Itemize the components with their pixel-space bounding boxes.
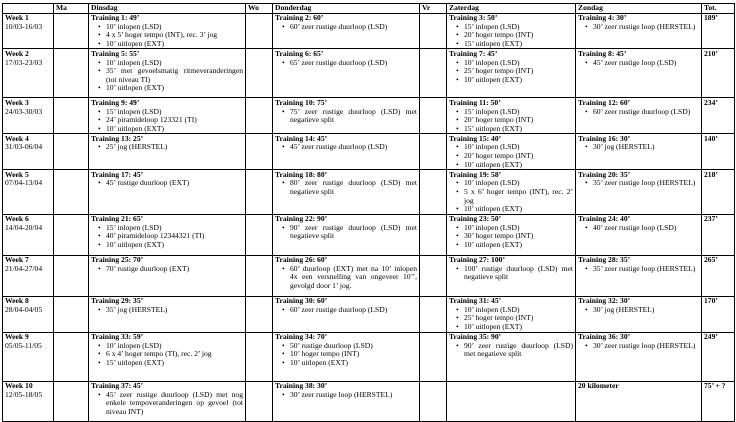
total-cell: 249’: [702, 332, 735, 381]
training-line: • 40’ zeer rustige loop (LSD): [585, 224, 699, 233]
training-line: • 45’ zeer rustige duurloop (LSD): [282, 143, 417, 152]
total-cell: 75’ + ?: [702, 381, 735, 421]
donderdag-cell: [273, 170, 420, 214]
week-dates: 12/05-18/05: [5, 389, 43, 399]
training-title: Training 22: 90’: [275, 214, 328, 224]
training-line: • 10’ uitlopen (EXT): [98, 125, 243, 134]
zondag-cell: [576, 13, 702, 49]
training-line: • 45’ zeer rustige duurloop (LSD) met nog enkele tempoveranderingen op gevoel (tot niveau INT): [98, 391, 243, 417]
week-dates: 10/03-16/03: [5, 21, 43, 31]
ma-cell: [54, 134, 89, 170]
training-line: • 30’ zeer rustige loop (HERSTEL): [282, 391, 417, 400]
header-donderdag: Donderdag: [273, 4, 420, 14]
training-lines: [275, 59, 417, 68]
training-line: • 10’ uitlopen (EXT): [456, 205, 573, 214]
training-lines: [578, 108, 699, 117]
week-row: [3, 134, 735, 170]
header-dinsdag: Dinsdag: [89, 4, 246, 14]
dinsdag-cell: [89, 49, 246, 98]
donderdag-cell: [273, 214, 420, 255]
training-line: • 35’ zeer rustige loop (HERSTEL): [585, 179, 699, 188]
training-line: • 10’ uitlopen (EXT): [98, 40, 243, 49]
donderdag-cell: [273, 255, 420, 296]
training-lines: [91, 23, 243, 49]
vr-cell: [420, 255, 447, 296]
training-title: Training 11: 50’: [449, 97, 501, 107]
header-vr: Vr: [420, 4, 447, 14]
zondag-cell: [576, 170, 702, 214]
week-cell: [3, 134, 54, 170]
training-lines: [578, 143, 699, 152]
training-title: Training 24: 40’: [578, 214, 631, 224]
zaterdag-cell: [447, 332, 576, 381]
ma-cell: [54, 13, 89, 49]
training-lines: [449, 143, 573, 169]
header-row: [3, 4, 735, 14]
training-title: Training 4: 30’: [578, 13, 627, 23]
zaterdag-cell: [447, 13, 576, 49]
vr-cell: [420, 13, 447, 49]
training-line: • 10’ uitlopen (EXT): [98, 241, 243, 250]
training-line: • 10’ inlopen (LSD): [456, 179, 573, 188]
total-cell: 234’: [702, 98, 735, 134]
ma-cell: [54, 381, 89, 421]
training-lines: [91, 342, 243, 368]
training-title: Training 19: 58’: [449, 169, 502, 179]
week-dates: 14/04-20/04: [5, 222, 43, 232]
week-row: [3, 296, 735, 332]
week-cell: [3, 98, 54, 134]
wo-cell: [246, 98, 273, 134]
training-line: • 24’ piramideloop 123321 (TI): [98, 116, 243, 125]
training-line: • 60’ zeer rustige duurloop (LSD): [585, 108, 699, 117]
week-cell: [3, 296, 54, 332]
header-week: [3, 4, 54, 14]
training-lines: [91, 143, 243, 152]
wo-cell: [246, 170, 273, 214]
training-line: • 10’ uitlopen (EXT): [456, 161, 573, 170]
week-dates: 24/03-30/03: [5, 106, 43, 116]
vr-cell: [420, 134, 447, 170]
training-title: Training 26: 60’: [275, 255, 328, 265]
training-line: • 10’ hoger tempo (INT): [282, 350, 417, 359]
training-line: • 15’ inlopen (LSD): [456, 108, 573, 117]
training-title: 20 kilometer: [578, 381, 619, 391]
dinsdag-cell: [89, 170, 246, 214]
week-cell: [3, 49, 54, 98]
training-lines: [578, 23, 699, 32]
training-line: • 90’ zeer rustige duurloop (LSD) met negatieve split: [456, 342, 573, 359]
training-line: • 60’ zeer rustige duurloop (LSD): [282, 23, 417, 32]
ma-cell: [54, 170, 89, 214]
training-title: Training 18: 80’: [275, 169, 328, 179]
header-ma: Ma: [54, 4, 89, 14]
training-line: • 30’ jog (HERSTEL): [585, 143, 699, 152]
training-lines: [275, 224, 417, 241]
training-title: Training 27: 100’: [449, 255, 505, 265]
total-cell: 189’: [702, 13, 735, 49]
week-row: [3, 170, 735, 214]
training-lines: [275, 143, 417, 152]
training-line: • 30’ zeer rustige loop (HERSTEL): [585, 342, 699, 351]
training-title: Training 17: 45’: [91, 169, 144, 179]
zondag-cell: [576, 214, 702, 255]
training-lines: [275, 391, 417, 400]
training-title: Training 38: 30’: [275, 381, 328, 391]
zondag-cell: [576, 134, 702, 170]
training-title: Training 37: 45’: [91, 381, 144, 391]
training-title: Training 2: 60’: [275, 13, 324, 23]
week-label: Week 1: [5, 13, 29, 23]
ma-cell: [54, 98, 89, 134]
vr-cell: [420, 381, 447, 421]
training-title: Training 12: 60’: [578, 97, 631, 107]
training-line: • 35’ jog (HERSTEL): [98, 306, 243, 315]
training-line: • 70’ rustige duurloop (EXT): [98, 265, 243, 274]
training-lines: [275, 108, 417, 125]
week-label: Week 9: [5, 332, 29, 342]
training-lines: [275, 342, 417, 368]
training-line: • 25’ hoger tempo (INT): [456, 67, 573, 76]
zaterdag-cell: [447, 255, 576, 296]
week-row: [3, 49, 735, 98]
training-line: • 30’ hoger tempo (INT): [456, 232, 573, 241]
training-line: • 15’ uitlopen (EXT): [98, 359, 243, 368]
training-line: • 30’ jog (HERSTEL): [585, 306, 699, 315]
week-cell: [3, 214, 54, 255]
week-cell: [3, 170, 54, 214]
training-line: • 10’ inlopen (LSD): [456, 224, 573, 233]
week-dates: 21/04-27/04: [5, 263, 43, 273]
wo-cell: [246, 13, 273, 49]
total-cell: 265’: [702, 255, 735, 296]
training-lines: [91, 59, 243, 93]
training-line: • 10’ uitlopen (EXT): [456, 323, 573, 332]
weeks-body: [3, 13, 735, 421]
week-dates: 28/04-04/05: [5, 304, 43, 314]
training-line: • 25’ jog (HERSTEL): [98, 143, 243, 152]
training-line: • 20’ hoger tempo (INT): [456, 31, 573, 40]
training-line: • 10’ inlopen (LSD): [456, 143, 573, 152]
wo-cell: [246, 296, 273, 332]
zaterdag-cell: [447, 381, 576, 421]
dinsdag-cell: [89, 381, 246, 421]
week-label: Week 7: [5, 255, 29, 265]
week-dates: 07/04-13/04: [5, 178, 43, 188]
vr-cell: [420, 98, 447, 134]
training-line: • 10’ inlopen (LSD): [456, 306, 573, 315]
training-line: • 10’ uitlopen (EXT): [456, 241, 573, 250]
training-lines: [449, 179, 573, 213]
training-lines: [578, 179, 699, 188]
vr-cell: [420, 170, 447, 214]
training-lines: [578, 59, 699, 68]
training-line: • 15’ inlopen (LSD): [456, 23, 573, 32]
ma-cell: [54, 214, 89, 255]
donderdag-cell: [273, 381, 420, 421]
total-cell: 170’: [702, 296, 735, 332]
training-line: • 30’ zeer rustige loop (HERSTEL): [585, 23, 699, 32]
training-lines: [578, 306, 699, 315]
training-line: • 35’ met gevoelsmatig ritmeveranderingen (tot niveau TI): [98, 67, 243, 84]
training-lines: [275, 265, 417, 291]
training-line: • 35’ zeer rustige loop (HERSTEL): [585, 265, 699, 274]
training-lines: [449, 306, 573, 332]
training-line: • 4 x 5’ hoger tempo (INT), rec. 3’ jog: [98, 31, 243, 40]
training-line: • 10’ inlopen (LSD): [456, 59, 573, 68]
training-title: Training 20: 35’: [578, 169, 631, 179]
training-lines: [91, 108, 243, 134]
header-tot: Tot.: [702, 4, 735, 14]
training-title: Training 36: 30’: [578, 332, 631, 342]
donderdag-cell: [273, 13, 420, 49]
zaterdag-cell: [447, 214, 576, 255]
training-lines: [449, 108, 573, 134]
training-line: • 20’ hoger tempo (INT): [456, 152, 573, 161]
training-line: • 20’ hoger tempo (INT): [456, 116, 573, 125]
training-lines: [275, 306, 417, 315]
training-title: Training 10: 75’: [275, 97, 328, 107]
donderdag-cell: [273, 49, 420, 98]
training-title: Training 16: 30’: [578, 133, 631, 143]
training-line: • 15’ uitlopen (EXT): [456, 125, 573, 134]
training-lines: [578, 265, 699, 274]
week-label: Week 5: [5, 169, 29, 179]
dinsdag-cell: [89, 98, 246, 134]
training-lines: [449, 342, 573, 359]
week-cell: [3, 381, 54, 421]
wo-cell: [246, 381, 273, 421]
wo-cell: [246, 134, 273, 170]
training-line: • 5 x 6’ hoger tempo (INT), rec. 2’ jog: [456, 188, 573, 205]
week-label: Week 2: [5, 48, 29, 58]
week-cell: [3, 13, 54, 49]
training-title: Training 29: 35’: [91, 296, 144, 306]
dinsdag-cell: [89, 13, 246, 49]
week-label: Week 4: [5, 133, 29, 143]
training-lines: [91, 306, 243, 315]
wo-cell: [246, 214, 273, 255]
week-row: [3, 255, 735, 296]
training-lines: [449, 224, 573, 250]
week-dates: 17/03-23/03: [5, 57, 43, 67]
ma-cell: [54, 255, 89, 296]
training-line: • 10’ inlopen (LSD): [98, 59, 243, 68]
zondag-cell: [576, 332, 702, 381]
zondag-cell: [576, 255, 702, 296]
week-row: [3, 98, 735, 134]
donderdag-cell: [273, 98, 420, 134]
wo-cell: [246, 49, 273, 98]
week-row: [3, 381, 735, 421]
total-cell: 218’: [702, 170, 735, 214]
training-title: Training 31: 45’: [449, 296, 502, 306]
week-label: Week 6: [5, 214, 29, 224]
wo-cell: [246, 255, 273, 296]
header-zondag: Zondag: [576, 4, 702, 14]
training-line: • 100’ rustige duurloop (LSD) met negatieve split: [456, 265, 573, 282]
training-lines: [91, 265, 243, 274]
training-line: • 15’ inlopen (LSD): [98, 224, 243, 233]
week-dates: 05/05-11/05: [5, 340, 42, 350]
zondag-cell: [576, 296, 702, 332]
training-title: Training 30: 60’: [275, 296, 328, 306]
training-title: Training 28: 35’: [578, 255, 631, 265]
vr-cell: [420, 214, 447, 255]
dinsdag-cell: [89, 134, 246, 170]
training-line: • 15’ uitlopen (EXT): [456, 40, 573, 49]
training-line: • 65’ zeer rustige duurloop (LSD): [282, 59, 417, 68]
training-title: Training 23: 50’: [449, 214, 502, 224]
ma-cell: [54, 296, 89, 332]
training-line: • 10’ uitlopen (EXT): [456, 76, 573, 85]
week-cell: [3, 332, 54, 381]
week-dates: 31/03-06/04: [5, 142, 43, 152]
dinsdag-cell: [89, 214, 246, 255]
training-lines: [91, 391, 243, 417]
week-row: [3, 214, 735, 255]
zondag-cell: [576, 49, 702, 98]
training-lines: [578, 342, 699, 351]
header-zaterdag: Zaterdag: [447, 4, 576, 14]
donderdag-cell: [273, 332, 420, 381]
training-lines: [449, 59, 573, 85]
ma-cell: [54, 332, 89, 381]
training-title: Training 7: 45’: [449, 48, 498, 58]
training-title: Training 9: 49’: [91, 97, 140, 107]
donderdag-cell: [273, 296, 420, 332]
training-line: • 25’ hoger tempo (INT): [456, 314, 573, 323]
training-lines: [275, 179, 417, 196]
training-line: • 50’ rustige duurloop (LSD): [282, 342, 417, 351]
week-row: [3, 13, 735, 49]
wo-cell: [246, 332, 273, 381]
training-title: Training 32: 30’: [578, 296, 631, 306]
training-title: Training 6: 65’: [275, 48, 324, 58]
header-wo: Wo: [246, 4, 273, 14]
training-line: • 90’ zeer rustige duurloop (LSD) met negatieve split: [282, 224, 417, 241]
training-title: Training 33: 59’: [91, 332, 144, 342]
training-line: • 45’ zeer rustige loop (LSD): [585, 59, 699, 68]
training-line: • 6 x 4’ hoger tempo (TI), rec. 2’ jog: [98, 350, 243, 359]
week-label: Week 10: [5, 381, 33, 391]
ma-cell: [54, 49, 89, 98]
training-schedule-table: [2, 3, 735, 422]
training-title: Training 25: 70’: [91, 255, 144, 265]
training-title: Training 21: 65’: [91, 214, 144, 224]
dinsdag-cell: [89, 255, 246, 296]
zaterdag-cell: [447, 170, 576, 214]
training-line: • 10’ uitlopen (EXT): [98, 84, 243, 93]
week-row: [3, 332, 735, 381]
training-title: Training 5: 55’: [91, 48, 140, 58]
training-line: • 60’ zeer rustige duurloop (LSD): [282, 306, 417, 315]
training-line: • 10’ inlopen (LSD): [98, 23, 243, 32]
training-lines: [275, 23, 417, 32]
total-cell: 140’: [702, 134, 735, 170]
vr-cell: [420, 296, 447, 332]
zaterdag-cell: [447, 49, 576, 98]
training-lines: [91, 224, 243, 250]
zaterdag-cell: [447, 134, 576, 170]
training-line: • 10’ inlopen (LSD): [98, 342, 243, 351]
zaterdag-cell: [447, 296, 576, 332]
training-line: • 60’ duurloop (EXT) met na 10’ inlopen 4x een versnelling van ongeveer 10’’, gevolgd door 1’ jog.: [282, 265, 417, 291]
training-title: Training 8: 45’: [578, 48, 627, 58]
training-line: • 80’ zeer rustige duurloop (LSD) met negatieve split: [282, 179, 417, 196]
dinsdag-cell: [89, 332, 246, 381]
total-cell: 237’: [702, 214, 735, 255]
training-title: Training 34: 70’: [275, 332, 328, 342]
training-line: • 45’ rustige duurloop (EXT): [98, 179, 243, 188]
training-lines: [91, 179, 243, 188]
training-line: • 75’ zeer rustige duurloop (LSD) met negatieve split: [282, 108, 417, 125]
vr-cell: [420, 332, 447, 381]
training-line: • 10’ uitlopen (EXT): [282, 359, 417, 368]
zaterdag-cell: [447, 98, 576, 134]
training-title: Training 15: 40’: [449, 133, 502, 143]
zondag-cell: [576, 381, 702, 421]
training-lines: [449, 265, 573, 282]
training-line: • 40’ piramideloop 12344321 (TI): [98, 232, 243, 241]
training-title: Training 3: 50’: [449, 13, 498, 23]
donderdag-cell: [273, 134, 420, 170]
week-label: Week 3: [5, 97, 29, 107]
zondag-cell: [576, 98, 702, 134]
training-line: • 15’ inlopen (LSD): [98, 108, 243, 117]
total-cell: 210’: [702, 49, 735, 98]
training-title: Training 13: 25’: [91, 133, 144, 143]
training-title: Training 35: 90’: [449, 332, 502, 342]
training-title: Training 14: 45’: [275, 133, 328, 143]
week-label: Week 8: [5, 296, 29, 306]
training-title: Training 1: 49’: [91, 13, 140, 23]
training-lines: [578, 224, 699, 233]
training-lines: [449, 23, 573, 49]
dinsdag-cell: [89, 296, 246, 332]
week-cell: [3, 255, 54, 296]
vr-cell: [420, 49, 447, 98]
